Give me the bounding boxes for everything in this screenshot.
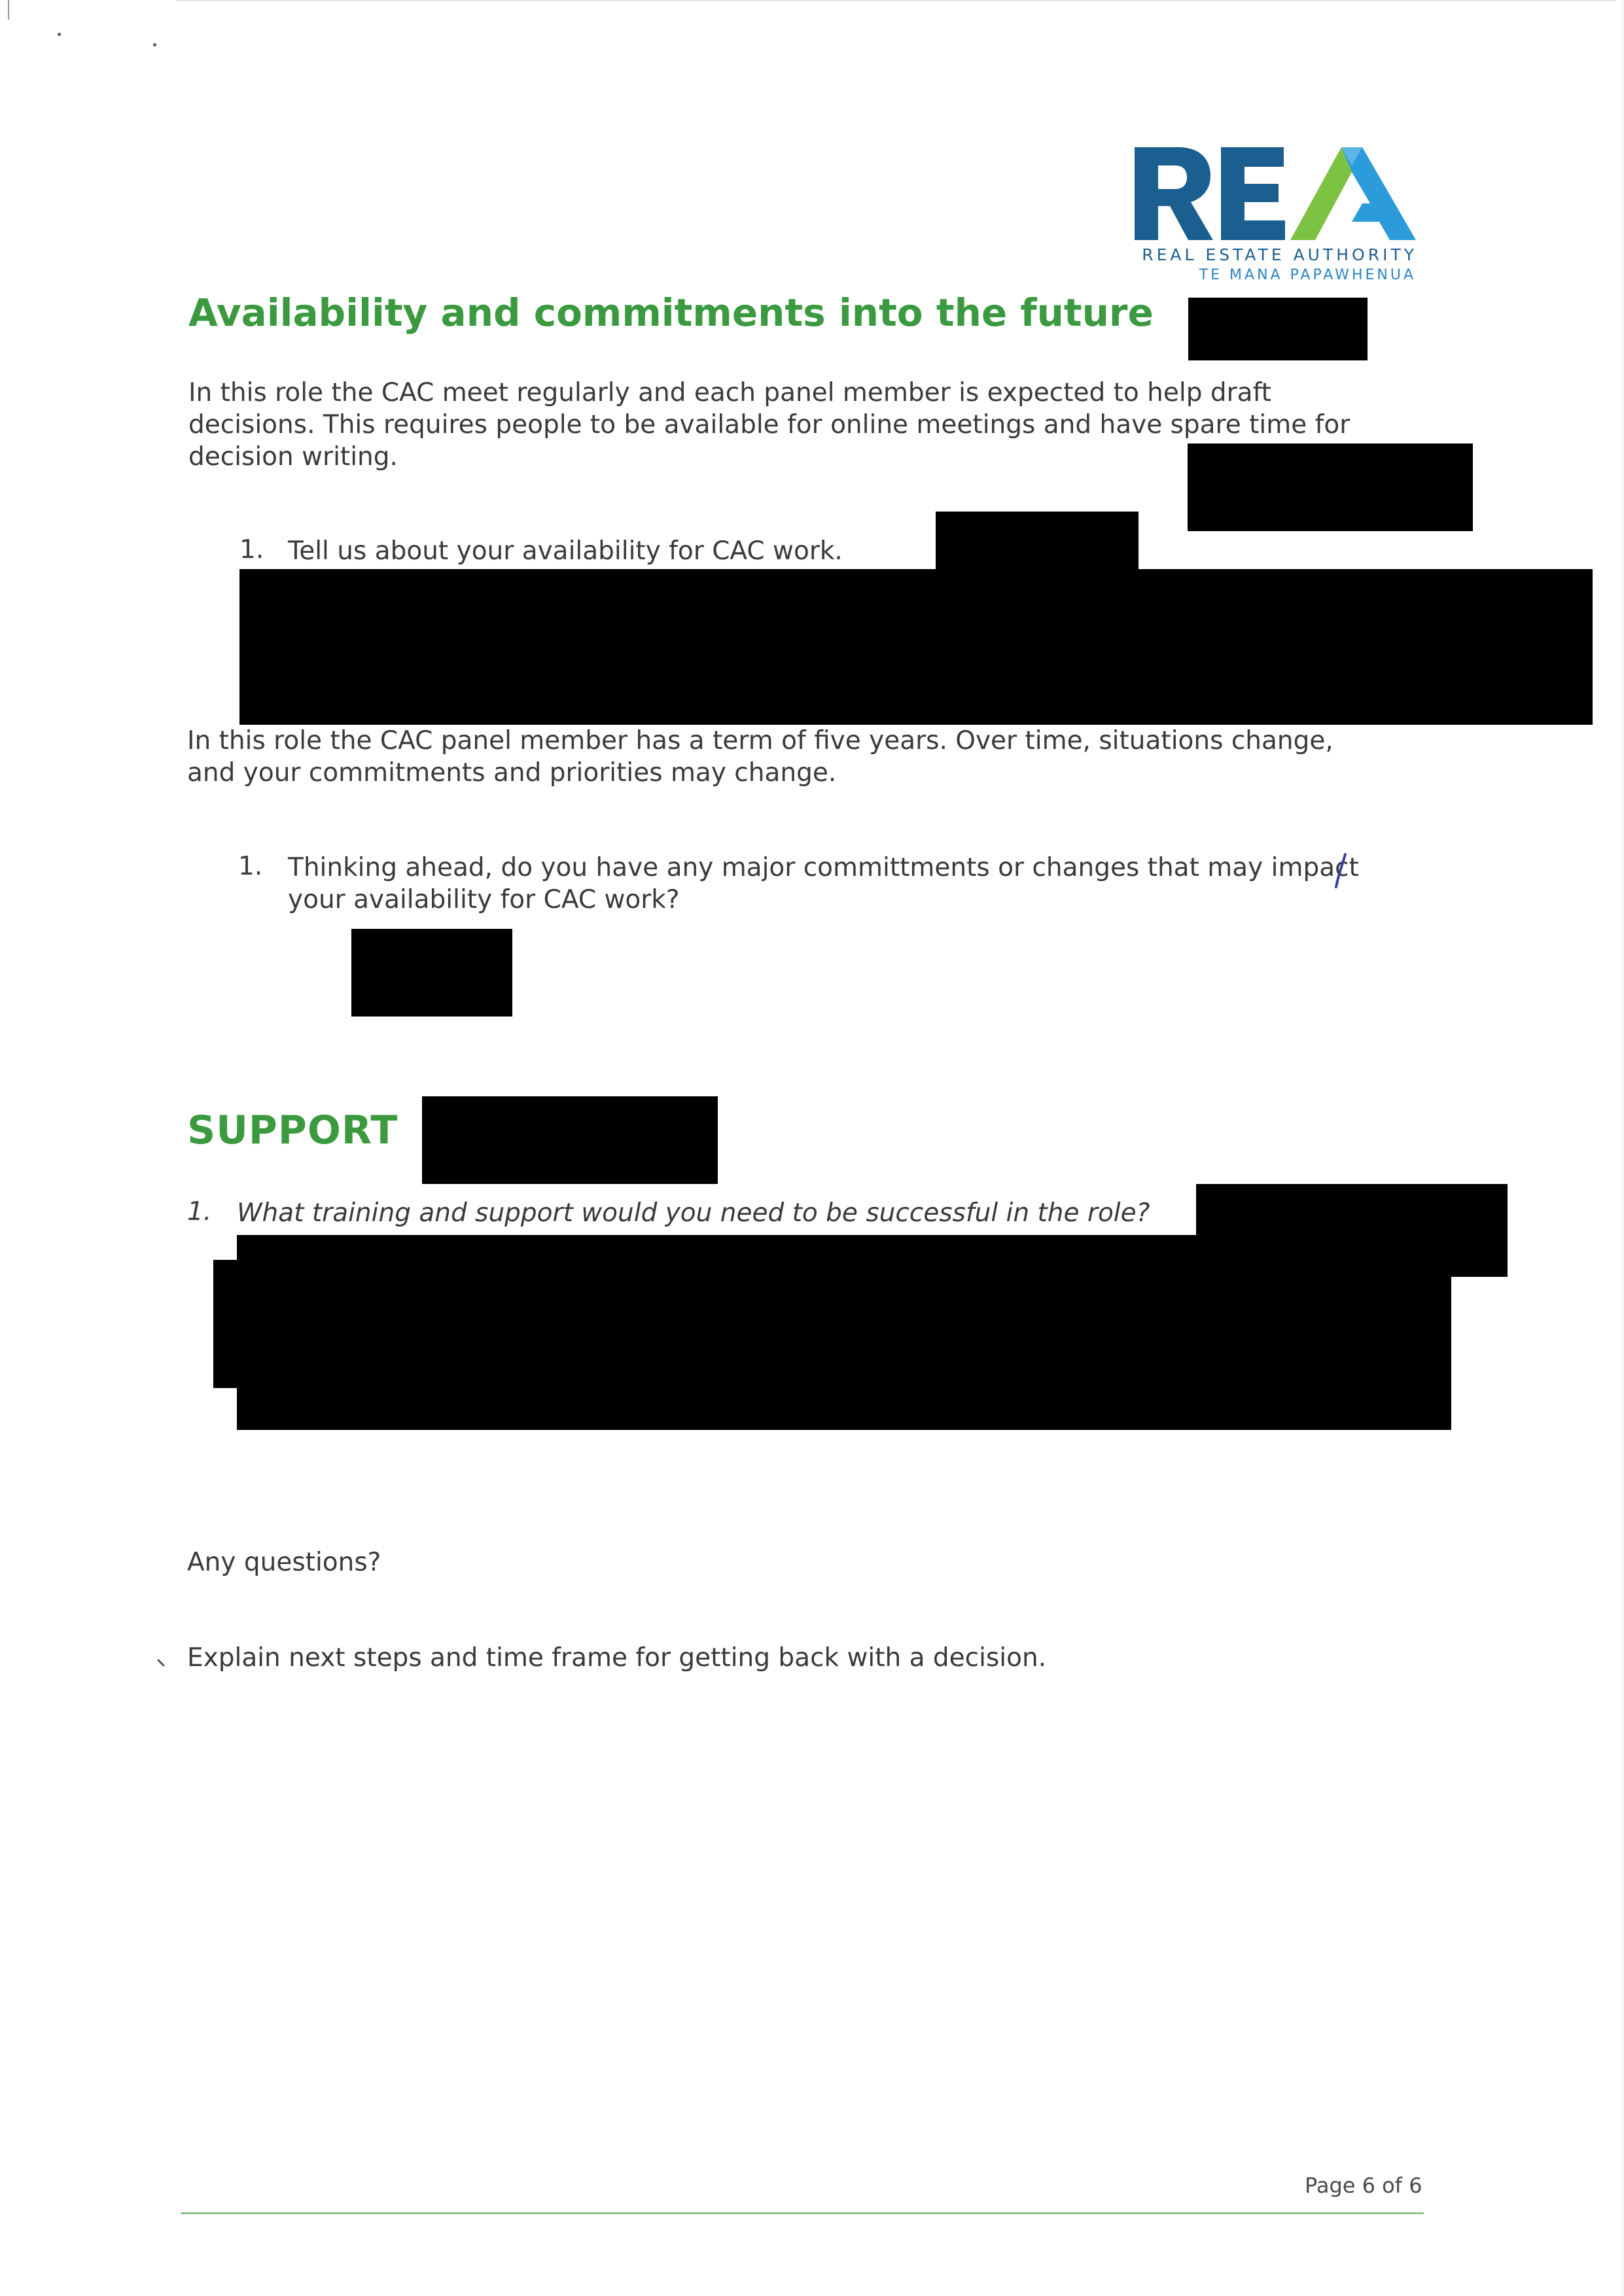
question-number: 1. [187,1197,212,1226]
pen-tick-mark [157,1659,166,1668]
question-number: 1. [238,852,263,881]
pen-correction-mark [1331,852,1350,891]
question-training-support: What training and support would you need to be successful in the role? [237,1198,1150,1228]
rea-wordmark-icon [1132,141,1420,245]
scan-edge-left [8,0,9,20]
redaction-block [239,569,1593,725]
term-paragraph-line: and your commitments and priorities may change. [187,758,837,788]
next-steps: Explain next steps and time frame for getting back with a decision. [187,1643,1047,1673]
availability-intro-line: decision writing. [188,442,398,472]
availability-intro [188,377,1350,473]
redaction-block [351,929,512,1017]
logo-caption-english: REAL ESTATE AUTHORITY [1142,245,1417,264]
footer-rule [181,2212,1424,2214]
question-number: 1. [239,535,264,565]
logo-caption-maori: TE MANA PAPAWHENUA [1199,267,1416,283]
availability-intro-line: decisions. This requires people to be available for online meetings and have spare time for [188,410,1350,440]
section-title-availability: Availability and commitments into the future [188,290,1154,335]
question-commitments-line: your availability for CAC work? [288,885,680,914]
availability-intro-line: In this role the CAC meet regularly and each panel member is expected to help draft [188,378,1271,408]
redaction-block [213,1260,1451,1388]
redaction-block [936,512,1139,570]
scan-mark [153,43,156,46]
section-title-support: SUPPORT [187,1107,398,1153]
page-number: Page 6 of 6 [1305,2173,1422,2198]
term-paragraph [187,725,1333,789]
rea-logo [1132,141,1420,291]
scan-edge-right [1621,0,1624,2296]
term-paragraph-line: In this role the CAC panel member has a term of five years. Over time, situations change, [187,726,1333,756]
redaction-block [422,1096,718,1184]
scan-edge-top [177,0,1616,1]
question-commitments [288,852,1359,916]
any-questions: Any questions? [187,1548,381,1577]
scan-mark [58,33,61,36]
redaction-block [1188,444,1473,531]
redaction-block [1188,298,1368,360]
question-commitments-line: Thinking ahead, do you have any major committments or changes that may impact [288,853,1359,882]
question-availability: Tell us about your availability for CAC work. [288,536,843,566]
redaction-block [1196,1235,1508,1277]
